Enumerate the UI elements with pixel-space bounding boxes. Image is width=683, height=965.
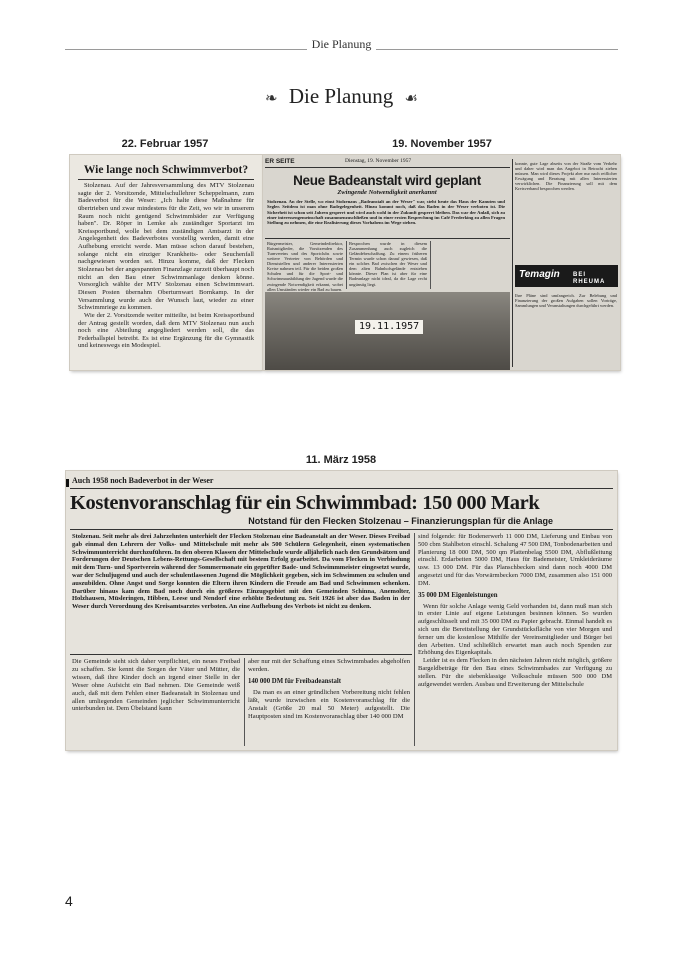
ad-brand: Temagin bbox=[519, 269, 560, 280]
clipping-caption-1957-11: 19. November 1957 bbox=[392, 138, 492, 150]
running-head: Die Planung bbox=[311, 37, 372, 51]
clipping-kicker: Auch 1958 noch Badeverbot in der Weser bbox=[72, 476, 214, 485]
column-divider bbox=[414, 533, 415, 746]
clipping-paragraph: Wie der 2. Vorsitzende weiter mitteilte, ist beim Kreissportbund der Antrag gestellt worden, daß dem MTV Stolzenau nun auch noch eine Abteilung angegliedert werden soll, die das Federballspiel betreibt. Es ist eine Ergänzung für die Gymnastik und keineswegs ein Modespiel. bbox=[78, 311, 254, 350]
clipping-caption-1957-02: 22. Februar 1957 bbox=[121, 138, 209, 150]
clipping-column-1: Die Gemeinde sieht sich daher verpflichtet, ein neues Freibad zu schaffen. Sie kennt die Sorgen der Väter und Mütter, die wissen, daß ihre Kinder doch an irgend einer Stelle in der Weser ohne Aufsicht ein Bad nehmen. Die Gemeinde weiß auch, daß mit dem Fehlen einer Badeanstalt in Stolzenau und allen umliegenden Gemeinden jeglicher Schwimmunterricht unterbunden ist. Dem Übelstand kann bbox=[72, 658, 240, 713]
clipping-headline: Kostenvoranschlag für ein Schwimmbad: 150 000 Mark bbox=[70, 492, 540, 514]
column-divider bbox=[244, 658, 245, 746]
temagin-ad bbox=[515, 265, 618, 287]
clipping-subline: Zwingende Notwendigkeit anerkannt bbox=[337, 189, 437, 196]
clipping-column-3c: Leider ist es dem Flecken in den nächsten Jahren nicht möglich, größere Bargeldbeträge für den Bau eines Schwimmbades zur Verfügung zu stellen. Für die siebenklassige Volksschule müssen 500 000 DM aufgewendet werden. Ausbau und Erweiterung der Mittelschule bbox=[418, 657, 612, 688]
column-divider bbox=[430, 241, 431, 289]
column-3-heading: 35 000 DM Eigenleistungen bbox=[418, 591, 498, 599]
clipping-column-3b: Wenn für solche Anlage wenig Geld vorhanden ist, dann muß man sich in erster Linie auf eigene Leistungen besinnen können. So wurden aufgeschlüsselt und mit 35 000 DM zu Papier gebracht. Einmal handelt es sich um die Bereitstellung der Grundstücksfläche von vier Morgen und ferner um die kostenlose Mithilfe der Vereinsmitglieder und Bürger bei den Arbeiten. Und schließlich erwartet man auch noch Spenden zur Erhöhung des Eigenkapitals. bbox=[418, 602, 612, 657]
clipping-column-2b: Da man es an einer gründlichen Vorbereitung nicht fehlen läßt, wurde inzwischen ein Kostenvoranschlag für die Anstalt (Größe 20 mal 50 Meter) aufgestellt. Die Hauptposten sind im Kostenvoranschlag über 140 000 DM bbox=[248, 688, 410, 720]
handwritten-date-note: 19.11.1957 bbox=[355, 320, 423, 334]
kicker-bar bbox=[66, 479, 69, 487]
dateline: Dienstag, 19. November 1957 bbox=[345, 158, 412, 164]
clipping-paragraph: Stolzenau. Auf der Jahresversammlung des MTV Stolzenau sagte der 2. Vorsitzende, Mittelschullehrer Scheppelmann, zum Badeverbot für die Weser: „Ich halte diese Maßnahme für übertrieben und zwar mindestens für die Zeit, wo wir in unserem Raum noch nicht genügend Schwimmbäder zur Verfügung haben". Dr. Röper in Lemke als zuständiger Sportarzt im Kreissportbund, wolle bei dem zuständigen Amtsarzt in der Angelegenheit des Badeverbotes vorstellig werden, damit eine Aufhebung erreicht werde. Man müsse schon darauf bestehen, solange nicht ein einziger Krankheits- oder Seuchenfall nachgewiesen worden sei. Hinzu komme, daß der Flecken Stolzenau bei der angespannten Finanzlage zurzeit überhaupt noch nicht an den Bau einer Schwimmanlage denken könne. Vorsorglich wählte der MTV Stolzenau einen Schwimmwart. Diesen Posten übernahm Oberturnwart Bornkamp. In der Versammlung wurde auch der Wunsch laut, wieder zu einer Schwimmriege zu kommen. bbox=[78, 182, 254, 312]
clipping-headline: Neue Badeanstalt wird geplant bbox=[293, 173, 481, 188]
column-divider bbox=[346, 241, 347, 289]
lead-rule bbox=[265, 238, 510, 239]
clipping-lead: Stolzenau. Seit mehr als drei Jahrzehnten unterhielt der Flecken Stolzenau eine Badeanstalt an der Weser. Dieses Freibad gab einmal den Lehrern der Volks- und Mittelschule mit mehr als 500 Schülern Gelegenheit, einen systematischen Schwimmunterricht durchzuführen. In den oberen Klassen der Mittelschule wurde alljährlich nach den Grundsätzen und Forderungen der Deutschen Lebens-Rettungs-Gesellschaft mit bestem Erfolg gearbeitet. Da vom Flecken in Verbindung mit dem Turn- und Sportverein während der Sommermonate ein geprüfter Bade- und Schwimmmeister eingesetzt wurde, war der Schuljugend und auch der schulentlassenen Jugend die Möglichkeit gegeben, sich im Schwimmen zu schulen und auszubilden. Ohne Angst und Sorge konnten die Eltern ihren Kindern die Freude am Bad und Schwimmen schenken. Darüber hinaus kam dem Bad noch durch ein größeres Einzugsgebiet mit den Gemeinden Schinna, Anemolter, Holzhausen, Müsleringen, Hibben, Leese und Nendorf eine erhöhte Bedeutung zu. Seit 1926 ist aber das Baden in der Weser durch Verordnung des Kreisamtsarztes verboten. An eine Aufhebung des Verbots ist nicht zu denken. bbox=[72, 533, 410, 611]
dateline-rule bbox=[265, 167, 510, 168]
clipping-1957-02 bbox=[70, 155, 262, 370]
lead-rule bbox=[70, 654, 412, 655]
page-title-text: Die Planung bbox=[288, 84, 394, 108]
clipping-column-3b: Ihre Pläne sind umfangreich. Zur Belebung und Finanzierung der großen Aufgaben sollen Vorträge, Sammlungen und Veranstaltungen durchgeführt werden. bbox=[515, 293, 617, 309]
clipping-headline: Wie lange noch Schwimmverbot? bbox=[83, 164, 249, 176]
clipping-column-1: Bürgermeister, Gemeindedirektor, Ratsmitglieder, die Vorsitzenden des Turnvereins und des Sportclubs sowie weitere Vertreter von Behörden und Dienststellen und anderer Interessierten Kreise nahmen teil. Für die beiden großen Schulen und für die Sport- und Schwimmausbildung der Jugend wurde die zwingende Notwendigkeit erkannt, wobei allen Umständen wieder ein Bad zu bauen. bbox=[267, 241, 343, 292]
clipping-subline: Notstand für den Flecken Stolzenau – Finanzierungsplan für die Anlage bbox=[248, 516, 553, 526]
ornament-left-icon: ❧ bbox=[265, 91, 278, 107]
header-rule-right bbox=[376, 49, 618, 50]
headline-rule bbox=[78, 179, 254, 180]
clipping-column-2: aber nur mit der Schaffung eines Schwimmbades abgeholfen werden. bbox=[248, 658, 410, 673]
ad-text: BEI RHEUMA bbox=[573, 272, 606, 286]
clipping-1958-03 bbox=[66, 471, 617, 750]
clipping-lead: Stolzenau. An der Stelle, wo einst Stolzenaus „Badeanstalt an der Weser" war, steht heute das Haus der Kanuten und Segler. Seitdem ist man ohne Badegelegenheit. Hinzu kommt noch, daß das Baden in der Weser verboten ist. Die Sicherheit ist schon seit Jahren gesperrt und wird auch wohl in der Zukunft gesperrt bleiben. Das war der Anlaß, sich zu einer interessengemeinschaft zusammenzuschließen und in einer ersten Besprechung im Café Frederking zu allen Fragen Stellung zu nehmen, die eine Realisierung dieses Vorhabens im Wege stehen. bbox=[267, 199, 505, 226]
page-number: 4 bbox=[65, 893, 73, 909]
kicker-rule bbox=[70, 488, 613, 489]
column-2-heading: 140 000 DM für Freibadeanstalt bbox=[248, 677, 342, 685]
section-label: ER SEITE bbox=[265, 158, 295, 165]
clipping-column-3: konnte, gute Lage abseits von der Straße vom Verkehr und daher wird man das Angebot in Betracht ziehen müssen. Man wird dieses Projekt aber nur nach reiflicher Erwägung und Beratung mit allen Interessierten verwirklichen. Die Finanzierung soll mit dem Kreisverband besprochen werden. bbox=[515, 161, 617, 192]
ornament-right-icon: ☙ bbox=[404, 91, 418, 107]
subline-rule bbox=[70, 529, 613, 530]
clipping-caption-1958-03: 11. März 1958 bbox=[305, 454, 377, 466]
clipping-column-2: Besprochen wurde in diesem Zusammenhang auch zugleich die Geländebeschaffung. Zu einem früheren Termin wurde schon darauf gewiesen, daß ein solches Bad zwischen der Weser und dem alten Bahnhofsgelände entstehen könnte. Dieser Plan ist aber für eine Badeanlage nicht ideal, da die Lage recht ungünstig liegt. bbox=[349, 241, 427, 287]
page-title bbox=[0, 84, 683, 109]
column-divider bbox=[512, 159, 513, 367]
clipping-1957-11 bbox=[263, 155, 620, 370]
clipping-column-3: sind folgende: für Bodenerwerb 11 000 DM, Lieferung und Einbau von 500 cbm Stahlbeton einschl. Schalung 47 500 DM, Tonbodenarbeiten und Planierung 18 000 DM, 500 qm Plattenbelag 5500 DM, Abflußleitung einschl. Erdarbeiten 5000 DM, Haus für Bademeister, Umkleideräume usw. 13 000 DM. Für das Planschbecken sind dann noch 4000 DM angesetzt und für das Vorwärmbecken 7000 DM, zusammen also 151 000 DM. bbox=[418, 533, 612, 587]
